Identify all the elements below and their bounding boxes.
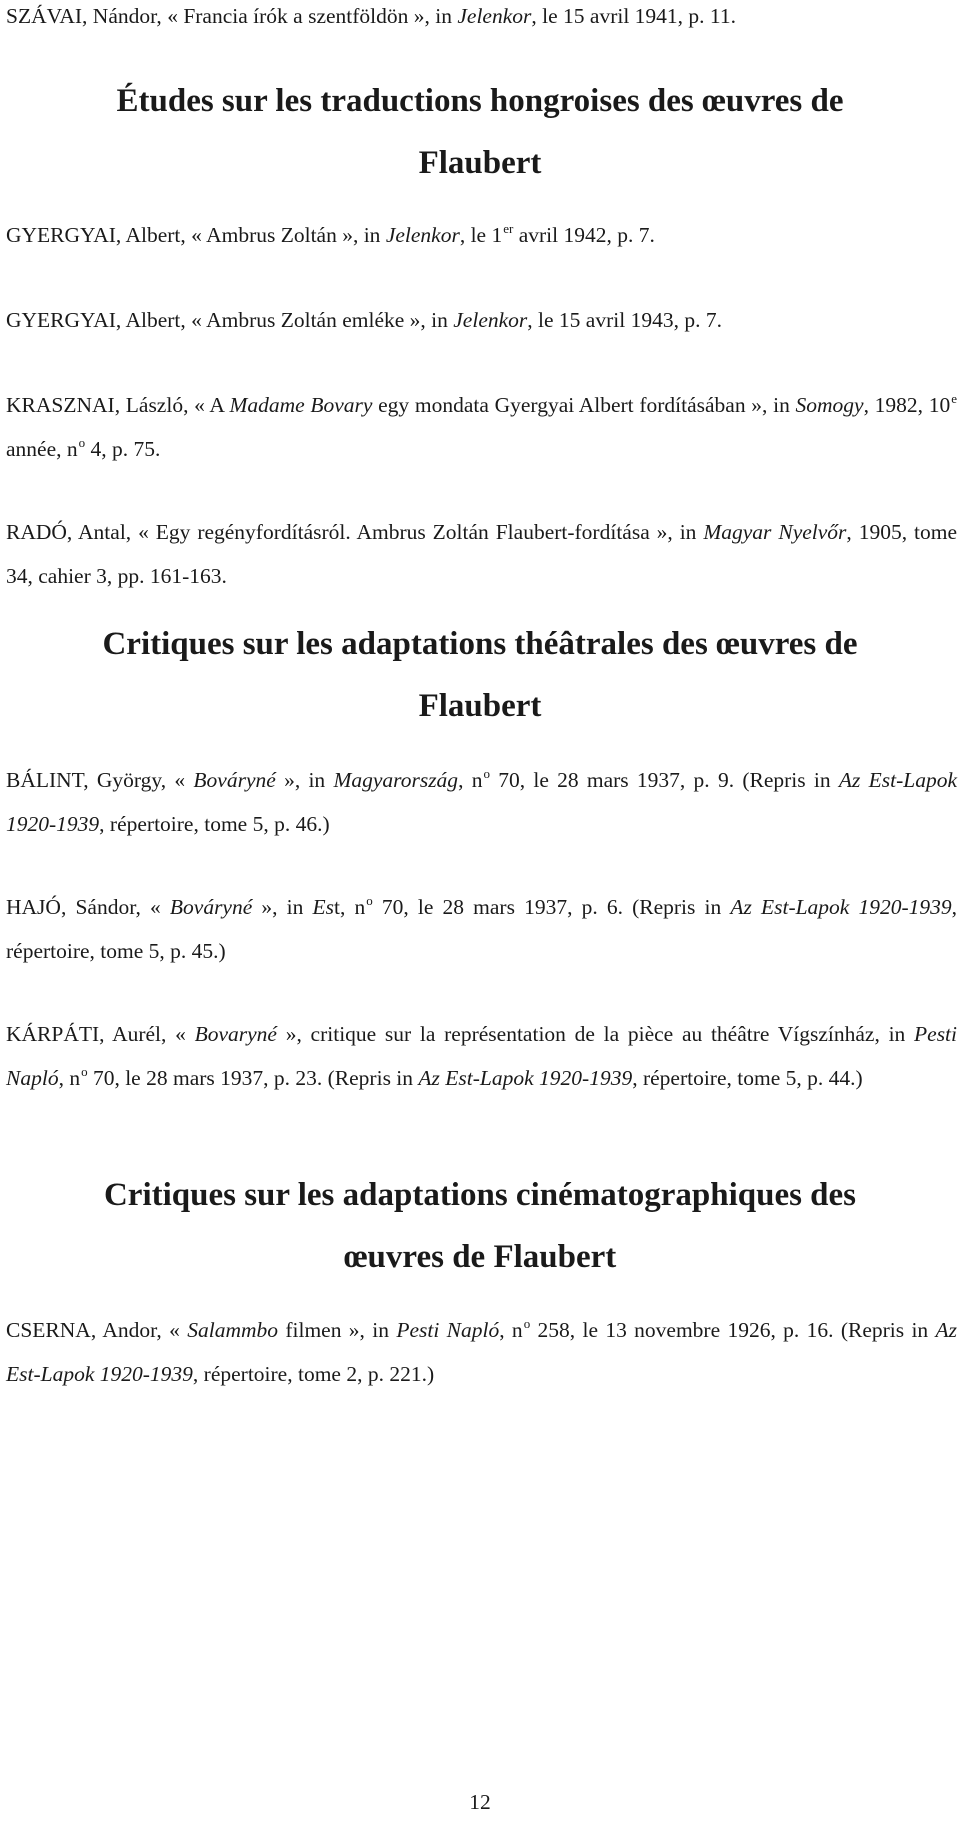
entry-author: BÁLINT, György, — [6, 768, 175, 792]
bibliography-entry — [6, 510, 957, 598]
entry-author: GYERGYAI, Albert, — [6, 308, 192, 332]
journal-title: Somogy — [795, 393, 864, 417]
entry-text: », critique sur la représentation de la pièce au théâtre Vígszínház, in — [276, 1022, 915, 1046]
entry-text: egy mondata Gyergyai Albert fordításában », in — [372, 393, 796, 417]
entry-author: SZÁVAI, Nándor, — [6, 4, 168, 28]
entry-author: CSERNA, Andor, — [6, 1318, 170, 1342]
journal-title: Pesti Napló — [396, 1318, 500, 1342]
entry-text: année, n — [6, 437, 78, 461]
superscript: o — [366, 893, 373, 908]
section-heading — [0, 1164, 960, 1288]
entry-text: « — [174, 768, 194, 792]
entry-text: , 1982, 10 — [863, 393, 951, 417]
section-heading — [0, 613, 960, 737]
journal-title: Es — [312, 895, 335, 919]
heading-line: Études sur les traductions hongroises des œuvres de — [116, 83, 844, 119]
bibliography-entry — [6, 885, 957, 973]
entry-text: 70, le 28 mars 1937, p. 23. (Repris in — [87, 1066, 419, 1090]
entry-text: « Francia írók a szentföldön », in — [167, 4, 458, 28]
section-heading — [0, 70, 960, 194]
entry-text: « A — [194, 393, 230, 417]
entry-text: « — [169, 1318, 188, 1342]
entry-text: , le 15 avril 1943, p. 7. — [527, 308, 722, 332]
superscript: o — [81, 1064, 88, 1079]
page-number: 12 — [469, 1790, 491, 1814]
bibliography-entry — [6, 213, 957, 257]
entry-text: « — [150, 895, 170, 919]
entry-text: 70, le 28 mars 1937, p. 9. (Repris in — [489, 768, 839, 792]
entry-text: », in — [275, 768, 334, 792]
entry-author: HAJÓ, Sándor, — [6, 895, 150, 919]
bibliography-entry — [6, 1308, 957, 1396]
bibliography-entry — [6, 1012, 957, 1100]
reprint-title: Az Est-Lapok 1920-1939 — [418, 1066, 633, 1090]
heading-line: Critiques sur les adaptations théâtrales des œuvres de — [102, 626, 858, 662]
entry-text: 258, le 13 novembre 1926, p. 16. (Repris in — [530, 1318, 936, 1342]
entry-text: , 1905, tome 34, cahier 3, pp. 161-163. — [6, 520, 958, 588]
work-title: Bováryné — [193, 768, 276, 792]
entry-text: , répertoire, tome 2, p. 221.) — [192, 1362, 435, 1386]
entry-text: , répertoire, tome 5, p. 46.) — [99, 812, 330, 836]
work-title: Madame Bovary — [229, 393, 373, 417]
entry-text: , le 1 — [459, 223, 503, 247]
bibliography-entry — [6, 298, 957, 342]
bibliography-entry — [6, 383, 957, 471]
work-title: Bovaryné — [194, 1022, 277, 1046]
entry-author: KRASZNAI, László, — [6, 393, 195, 417]
heading-line: Critiques sur les adaptations cinématographiques des — [103, 1177, 857, 1213]
superscript: er — [503, 221, 514, 236]
entry-text: filmen », in — [278, 1318, 397, 1342]
superscript: e — [951, 391, 958, 406]
heading-line: Flaubert — [418, 688, 542, 724]
journal-title: Pesti Napló — [6, 1022, 958, 1090]
journal-title: Magyar Nyelvőr — [703, 520, 847, 544]
entry-text: , n — [458, 768, 483, 792]
journal-title: Jelenkor — [385, 223, 460, 247]
reprint-title: Az Est-Lapok 1920-1939 — [730, 895, 952, 919]
entry-text: « Ambrus Zoltán », in — [191, 223, 386, 247]
entry-author: RADÓ, Antal, — [6, 520, 139, 544]
superscript: o — [523, 1316, 531, 1331]
heading-line: œuvres de Flaubert — [343, 1239, 617, 1275]
entry-text: , répertoire, tome 5, p. 45.) — [6, 895, 958, 963]
superscript: o — [78, 435, 86, 450]
entry-text: avril 1942, p. 7. — [513, 223, 655, 247]
entry-author: KÁRPÁTI, Aurél, — [6, 1022, 176, 1046]
work-title: Salammbo — [187, 1318, 279, 1342]
journal-title: Magyarország — [333, 768, 459, 792]
work-title: Bováryné — [169, 895, 253, 919]
superscript: o — [483, 766, 490, 781]
entry-text: 4, p. 75. — [85, 437, 161, 461]
heading-line: Flaubert — [418, 145, 542, 181]
entry-text: », in — [252, 895, 313, 919]
reprint-title: Az Est-Lapok 1920-1939 — [6, 1318, 958, 1386]
entry-text: , répertoire, tome 5, p. 44.) — [632, 1066, 863, 1090]
journal-title: Jelenkor — [457, 4, 532, 28]
bibliography-entry — [6, 0, 957, 38]
entry-text: « — [175, 1022, 195, 1046]
reprint-title: Az Est-Lapok 1920-1939 — [6, 768, 958, 836]
entry-text: t, n — [334, 895, 366, 919]
entry-text: 70, le 28 mars 1937, p. 6. (Repris in — [372, 895, 731, 919]
entry-text: , n — [58, 1066, 81, 1090]
entry-author: GYERGYAI, Albert, — [6, 223, 192, 247]
entry-text: « Ambrus Zoltán emléke », in — [191, 308, 454, 332]
entry-text: « Egy regényfordításról. Ambrus Zoltán Flaubert-fordítása », in — [138, 520, 704, 544]
bibliography-entry — [6, 758, 957, 846]
entry-text: , le 15 avril 1941, p. 11. — [531, 4, 737, 28]
entry-text: , n — [499, 1318, 523, 1342]
journal-title: Jelenkor — [453, 308, 528, 332]
